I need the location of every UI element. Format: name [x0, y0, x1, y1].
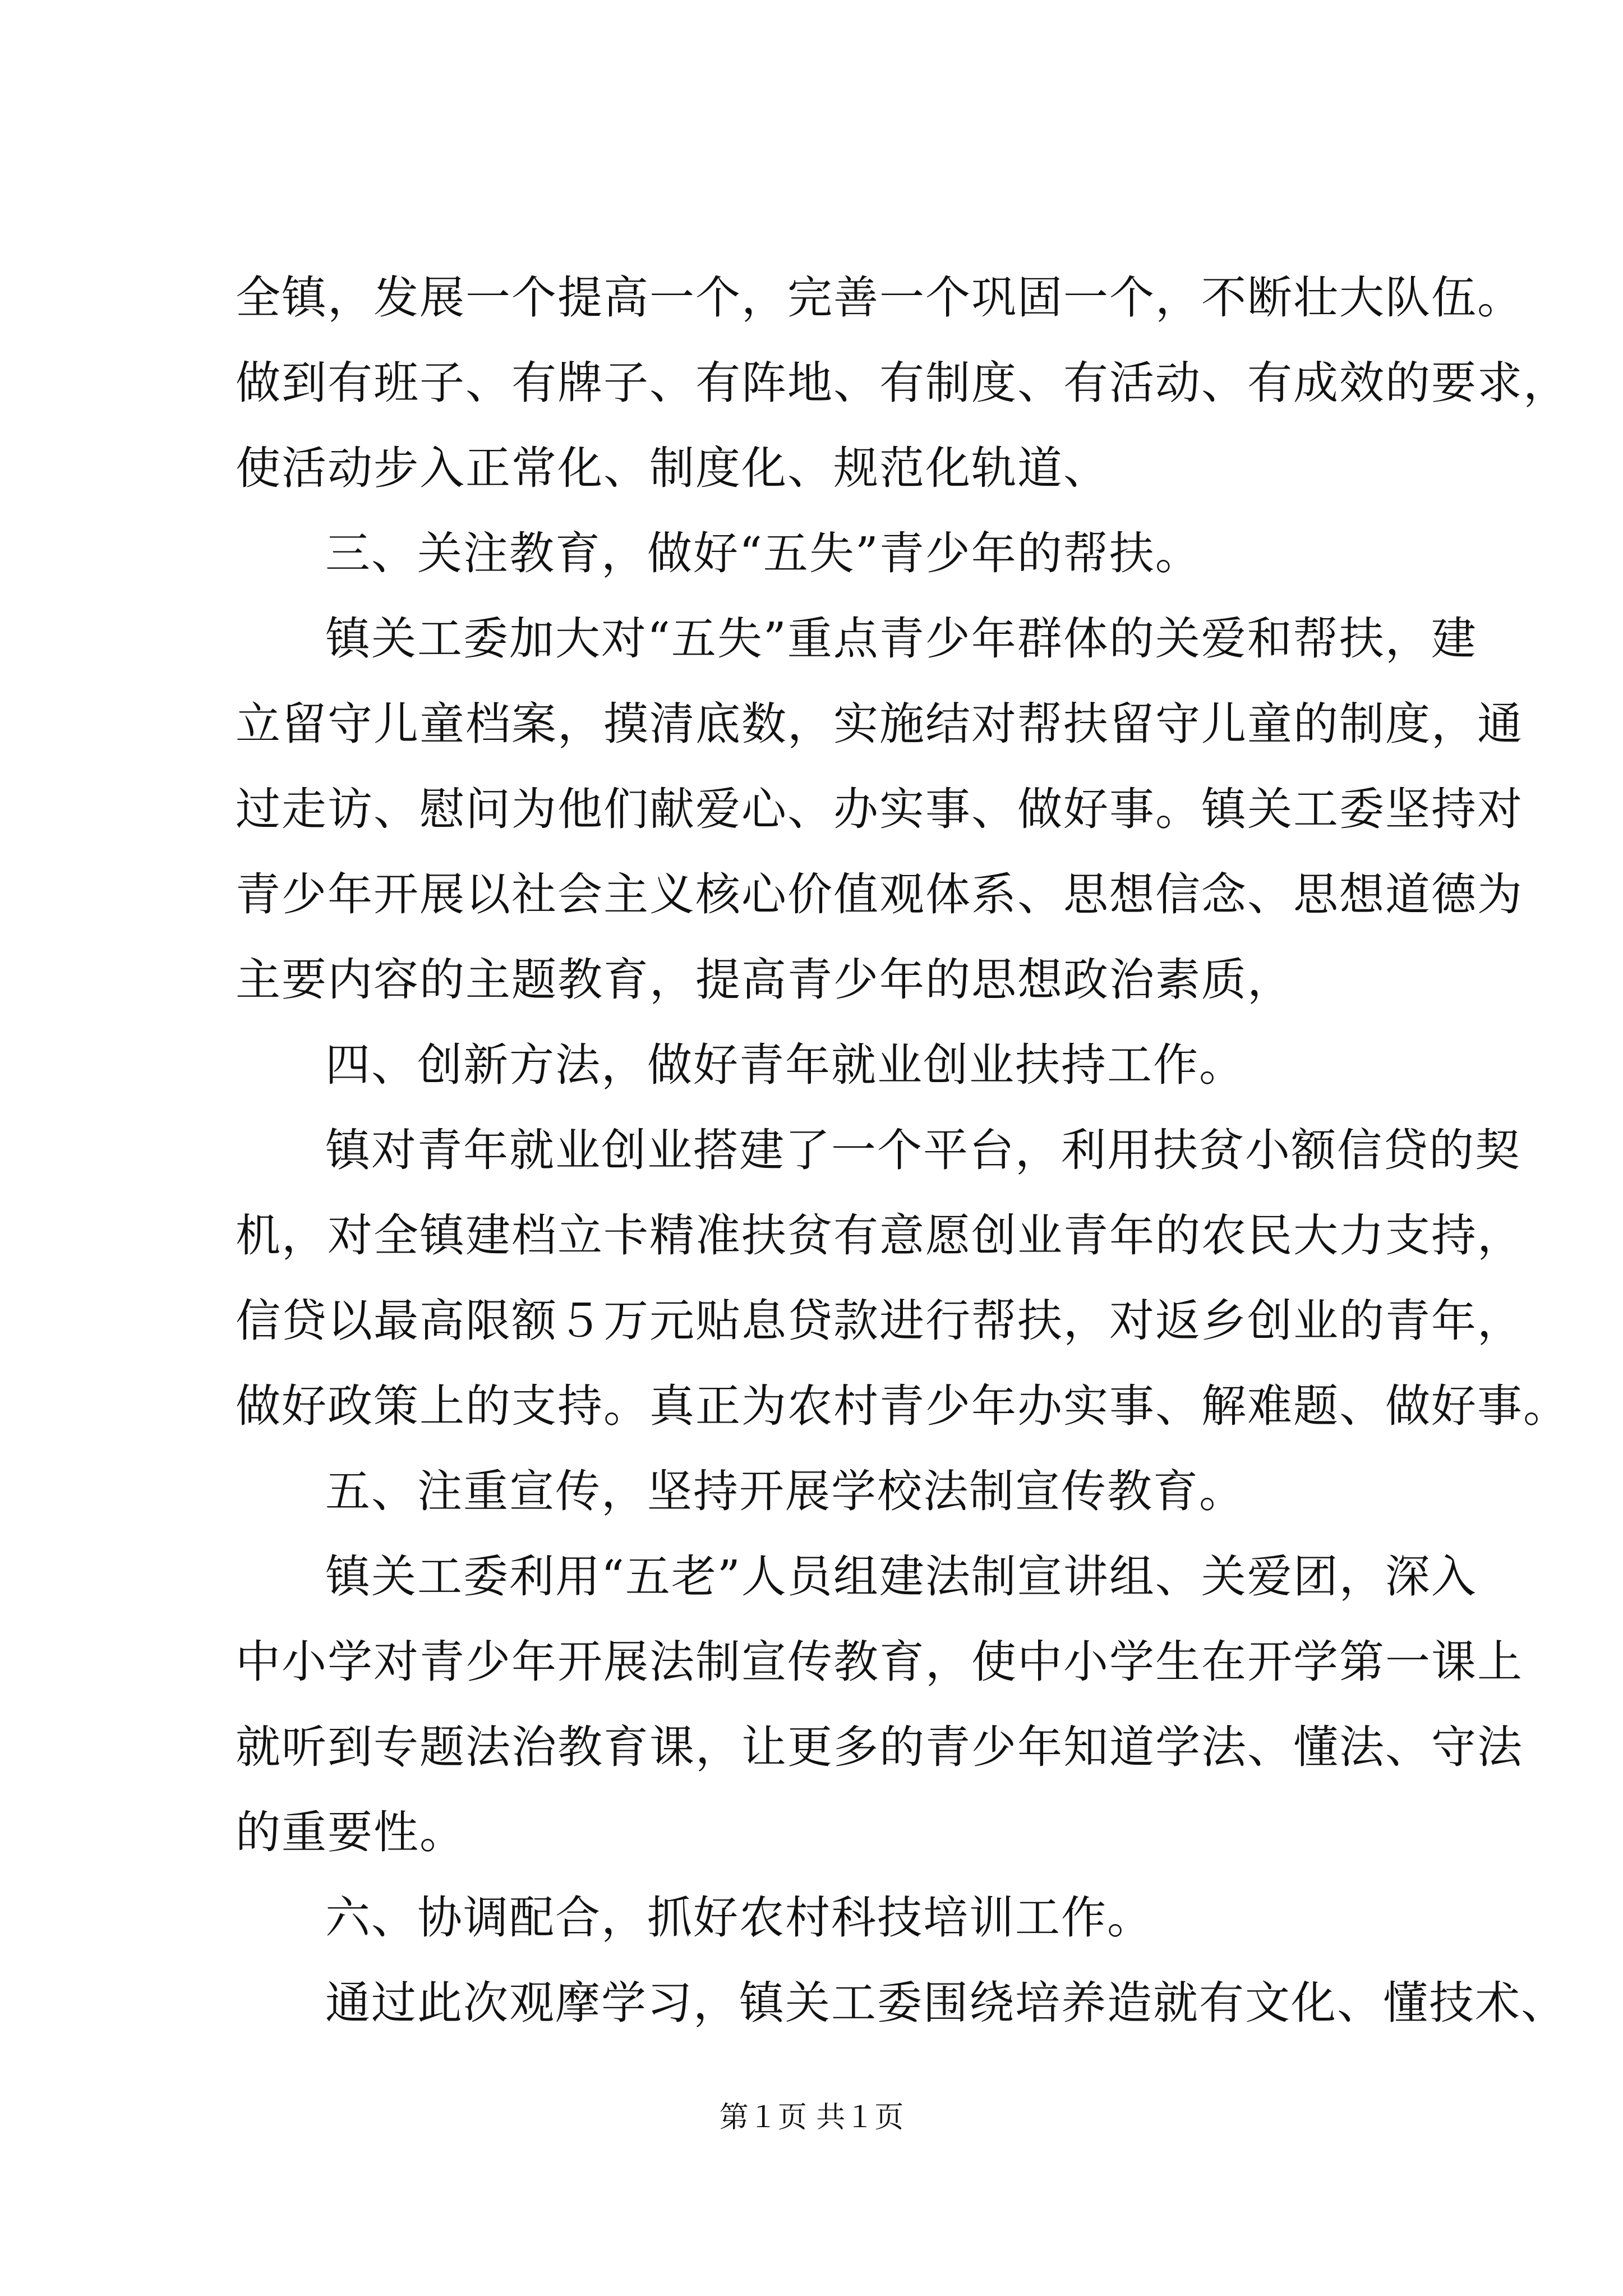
- text-line: 全镇，发展一个提高一个，完善一个巩固一个，不断壮大队伍。: [236, 272, 1523, 324]
- text-line: 做好政策上的支持。真正为农村青少年办实事、解难题、做好事。: [236, 1380, 1569, 1432]
- section-heading: 四、创新方法，做好青年就业创业扶持工作。: [325, 1039, 1245, 1091]
- text-line: 使活动步入正常化、制度化、规范化轨道、: [236, 442, 1109, 494]
- text-line: 主要内容的主题教育，提高青少年的思想政治素质，: [236, 954, 1293, 1006]
- text-line: 过走访、慰问为他们献爱心、办实事、做好事。镇关工委坚持对: [236, 783, 1523, 835]
- text-line: 中小学对青少年开展法制宣传教育，使中小学生在开学第一课上: [236, 1636, 1523, 1688]
- text-line: 信贷以最高限额５万元贴息贷款进行帮扶，对返乡创业的青年，: [236, 1295, 1523, 1347]
- text-line: 做到有班子、有牌子、有阵地、有制度、有活动、有成效的要求，: [236, 357, 1569, 409]
- section-heading: 六、协调配合，抓好农村科技培训工作。: [325, 1892, 1153, 1944]
- text-line: 立留守儿童档案，摸清底数，实施结对帮扶留守儿童的制度，通: [236, 698, 1523, 750]
- page-number: 第１页 共１页: [719, 2101, 904, 2134]
- text-line: 机，对全镇建档立卡精准扶贫有意愿创业青年的农民大力支持，: [236, 1209, 1523, 1262]
- text-line: 青少年开展以社会主义核心价值观体系、思想信念、思想道德为: [236, 868, 1523, 921]
- text-line: 镇对青年就业创业搭建了一个平台，利用扶贫小额信贷的契: [325, 1124, 1521, 1176]
- document-body: [236, 255, 1569, 2046]
- section-heading: 五、注重宣传，坚持开展学校法制宣传教育。: [325, 1465, 1245, 1517]
- text-line: 镇关工委利用“五老”人员组建法制宣讲组、关爱团，深入: [325, 1550, 1477, 1603]
- section-heading: 三、关注教育，做好“五失”青少年的帮扶。: [325, 527, 1201, 579]
- text-line: 通过此次观摩学习，镇关工委围绕培养造就有文化、懂技术、: [325, 1977, 1567, 2029]
- text-line: 镇关工委加大对“五失”重点青少年群体的关爱和帮扶，建: [325, 613, 1477, 665]
- text-line: 就听到专题法治教育课，让更多的青少年知道学法、懂法、守法: [236, 1721, 1523, 1773]
- text-line: 的重要性。: [236, 1806, 465, 1858]
